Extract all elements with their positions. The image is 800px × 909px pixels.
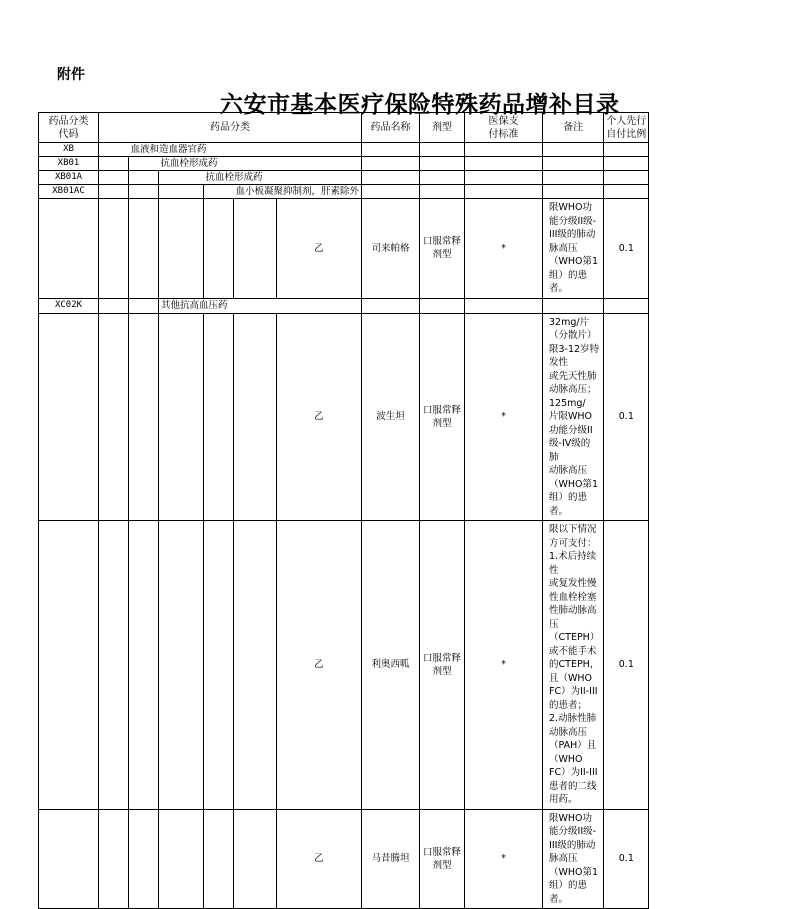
drug-grade: 乙: [276, 521, 361, 810]
drug-row: [39, 313, 649, 521]
drug-form: 口服常释 剂型: [420, 199, 465, 299]
drug-form: 口服常释 剂型: [420, 809, 465, 909]
drug-notes: 限WHO功能分级II级-III级的肺动 脉高压（WHO第1组）的患者。: [543, 199, 604, 299]
drug-grade: 乙: [276, 809, 361, 909]
attachment-label: 附件: [57, 67, 85, 83]
drug-ratio: 0.1: [604, 199, 649, 299]
header-form: 剂型: [420, 113, 465, 143]
category-row: [39, 298, 649, 313]
category-label: 抗血栓形成药: [204, 171, 362, 185]
drug-table: [38, 112, 649, 909]
category-code: XB01AC: [39, 185, 99, 199]
drug-row: [39, 521, 649, 810]
drug-notes: 限以下情况方可支付：1.术后持续性 或复发性慢性血栓栓塞性肺动脉高 压（CTEPH）或不能手术的CTEPH， 且（WHO FC）为II-III的患者； 2.动脉性肺动脉高压（PAH）且（WHO FC）为II-III患者的二线用药。: [543, 521, 604, 810]
drug-name: 马昔腾坦: [362, 809, 420, 909]
header-code: 药品分类 代码: [39, 113, 99, 143]
drug-ratio: 0.1: [604, 521, 649, 810]
drug-row: [39, 199, 649, 299]
category-row: [39, 185, 649, 199]
category-row: [39, 143, 649, 157]
drug-ratio: 0.1: [604, 809, 649, 909]
drug-form: 口服常释 剂型: [420, 313, 465, 521]
header-standard: 医保支 付标准: [465, 113, 543, 143]
drug-form: 口服常释 剂型: [420, 521, 465, 810]
drug-notes: 32mg/片（分散片）限3-12岁特发性 或先天性肺动脉高压；125mg/ 片限WHO功能分级II级-IV级的肺 动脉高压（WHO第1组）的患者。: [543, 313, 604, 521]
drug-standard: *: [465, 199, 543, 299]
drug-name: 波生坦: [362, 313, 420, 521]
category-label: 血小板凝聚抑制剂，肝素除外: [234, 185, 362, 199]
drug-grade: 乙: [276, 199, 361, 299]
category-code: XB: [39, 143, 99, 157]
drug-standard: *: [465, 313, 543, 521]
header-ratio: 个人先行 自付比例: [604, 113, 649, 143]
drug-row: [39, 809, 649, 909]
category-code: XC02K: [39, 298, 99, 313]
category-label: 血液和造血器官药: [129, 143, 362, 157]
category-code: XB01: [39, 157, 99, 171]
category-row: [39, 171, 649, 185]
category-row: [39, 157, 649, 171]
header-category: 药品分类: [99, 113, 362, 143]
page-title: 六安市基本医疗保险特殊药品增补目录: [220, 91, 620, 118]
drug-notes: 限WHO功能分级II级-III级的肺动 脉高压（WHO第1组）的患者。: [543, 809, 604, 909]
drug-name: 利奥西呱: [362, 521, 420, 810]
header-notes: 备注: [543, 113, 604, 143]
drug-standard: *: [465, 809, 543, 909]
drug-name: 司来帕格: [362, 199, 420, 299]
header-name: 药品名称: [362, 113, 420, 143]
drug-grade: 乙: [276, 313, 361, 521]
category-label: 其他抗高血压药: [159, 298, 362, 313]
category-code: XB01A: [39, 171, 99, 185]
drug-ratio: 0.1: [604, 313, 649, 521]
drug-standard: *: [465, 521, 543, 810]
category-label: 抗血栓形成药: [159, 157, 362, 171]
